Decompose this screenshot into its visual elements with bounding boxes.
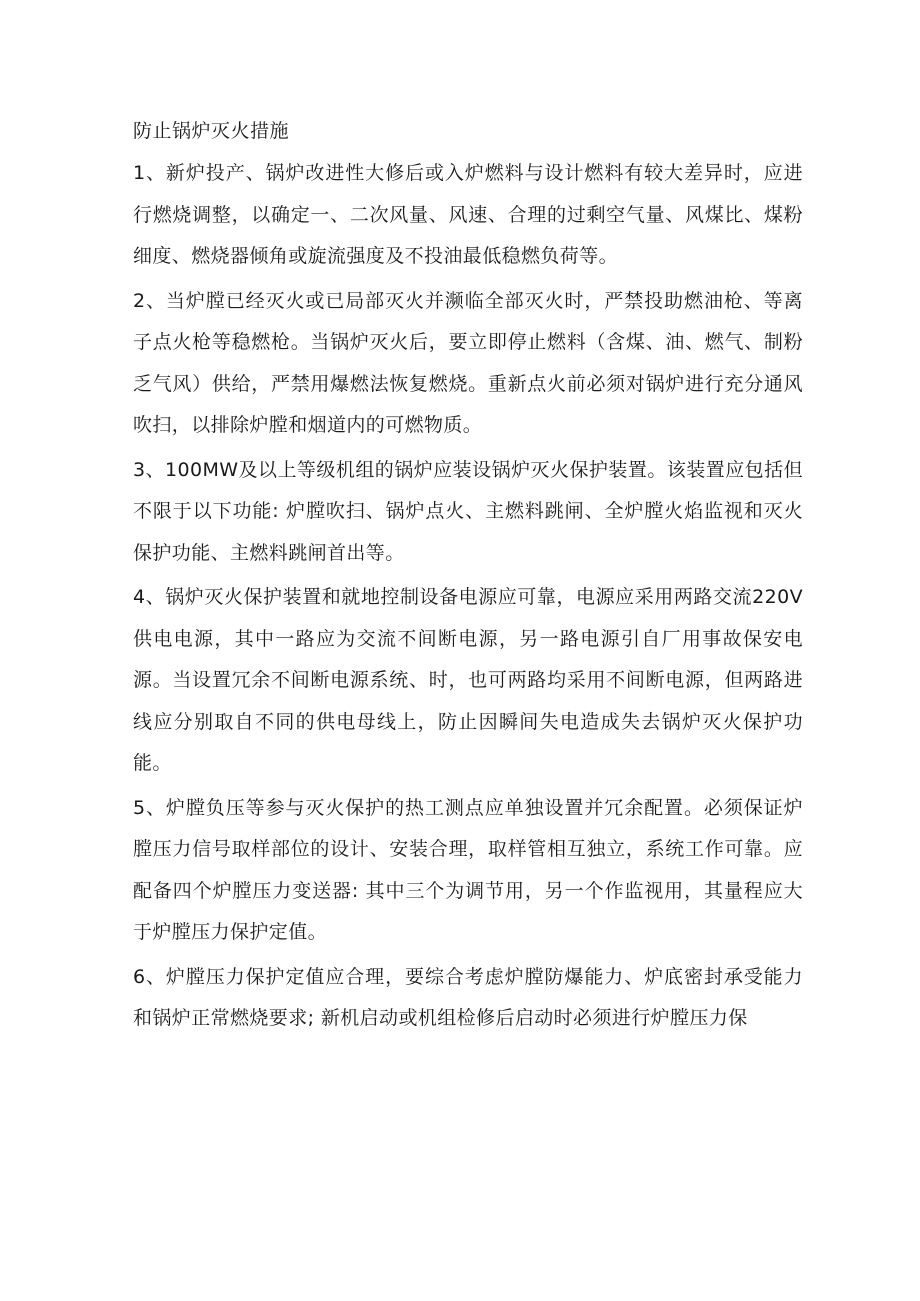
document-title: 防止锅炉灭火措施 xyxy=(133,120,290,142)
document-body xyxy=(133,112,803,1043)
paragraph-2: 2、当炉膛已经灭火或已局部灭火并濒临全部灭火时，严禁投助燃油枪、等离子点火枪等稳燃枪。当锅炉灭火后，要立即停止燃料（含煤、油、燃气、制粉乏气风）供给，严禁用爆燃法恢复燃烧。重新点火前必须对锅炉进行充分通风吹扫，以排除炉膛和烟道内的可燃物质。 xyxy=(133,289,803,436)
paragraph-6: 6、炉膛压力保护定值应合理，要综合考虑炉膛防爆能力、炉底密封承受能力和锅炉正常燃烧要求; 新机启动或机组检修后启动时必须进行炉膛压力保 xyxy=(133,965,803,1029)
paragraph-3: 3、100MW及以上等级机组的锅炉应装设锅炉灭火保护装置。该装置应包括但不限于以下功能: 炉膛吹扫、锅炉点火、主燃料跳闸、全炉膛火焰监视和灭火保护功能、主燃料跳闸首出等。 xyxy=(133,458,803,564)
paragraph-5: 5、炉膛负压等参与灭火保护的热工测点应单独设置并冗余配置。必须保证炉膛压力信号取样部位的设计、安装合理，取样管相互独立，系统工作可靠。应配备四个炉膛压力变送器: 其中三个为调节用，另一个作监视用，其量程应大于炉膛压力保护定值。 xyxy=(133,796,803,943)
paragraph-1: 1、新炉投产、锅炉改进性大修后或入炉燃料与设计燃料有较大差异时，应进行燃烧调整，以确定一、二次风量、风速、合理的过剩空气量、风煤比、煤粉细度、燃烧器倾角或旋流强度及不投油最低稳燃负荷等。 xyxy=(133,162,803,267)
paragraph-4: 4、锅炉灭火保护装置和就地控制设备电源应可靠，电源应采用两路交流220V供电电源，其中一路应为交流不间断电源，另一路电源引自厂用事故保安电源。当设置冗余不间断电源系统、时，也可两路均采用不间断电源，但两路进线应分别取自不同的供电母线上，防止因瞬间失电造成失去锅炉灭火保护功能。 xyxy=(133,586,803,774)
